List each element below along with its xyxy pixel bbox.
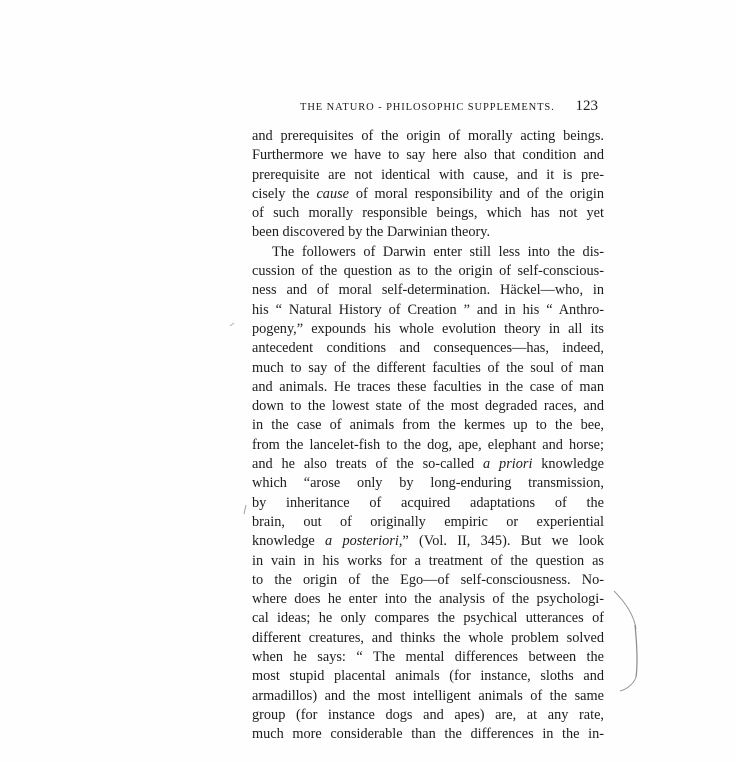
text-line: his “ Natural History of Creation ” and in his “ Anthro- bbox=[252, 301, 604, 318]
text-line: in vain in his works for a treatment of the question as bbox=[252, 552, 604, 569]
text-line: brain, out of originally empiric or experiential bbox=[252, 513, 604, 530]
text-line: antecedent conditions and consequences—has, indeed, bbox=[252, 340, 604, 357]
text-line: The followers of Darwin enter still less into the dis- bbox=[272, 243, 604, 260]
text-line: cussion of the question as to the origin of self-conscious- bbox=[252, 263, 604, 280]
text-line: from the lancelet-fish to the dog, ape, elephant and horse; bbox=[252, 436, 604, 453]
text-line: much more considerable than the differences in the in- bbox=[252, 726, 604, 743]
text-line: ness and of moral self-determination. Häckel—who, in bbox=[252, 282, 604, 299]
text-line bbox=[252, 532, 604, 551]
text-line: down to the lowest state of the most degraded races, and bbox=[252, 398, 604, 415]
text-line: Furthermore we have to say here also that condition and bbox=[252, 147, 604, 164]
text-line: group (for instance dogs and apes) are, at any rate, bbox=[252, 706, 604, 723]
text-line: different creatures, and thinks the whole problem solved bbox=[252, 629, 604, 646]
margin-tick-mark bbox=[240, 503, 250, 517]
body-text bbox=[252, 127, 604, 745]
italic-term: cause bbox=[316, 185, 350, 202]
italic-term: a posteriori, bbox=[325, 533, 403, 550]
text-line: pogeny,” expounds his whole evolution theory in all its bbox=[252, 320, 604, 337]
text-line: cal ideas; he only compares the psychical utterances of bbox=[252, 610, 604, 627]
text-line: by inheritance of acquired adaptations of the bbox=[252, 494, 604, 511]
page-number: 123 bbox=[575, 98, 598, 114]
margin-dot-mark bbox=[228, 320, 238, 330]
text-line bbox=[252, 185, 604, 204]
text-segment: knowledge bbox=[252, 533, 326, 550]
text-line: when he says: “ The mental differences between the bbox=[252, 649, 604, 666]
text-line: and animals. He traces these faculties in the case of man bbox=[252, 378, 604, 395]
italic-term: a priori bbox=[483, 456, 533, 473]
margin-bracket-mark bbox=[600, 585, 650, 695]
text-line: where does he enter into the analysis of the psychologi- bbox=[252, 591, 604, 608]
text-line: prerequisite are not identical with cause, and it is pre- bbox=[252, 166, 604, 183]
text-line: and prerequisites of the origin of morally acting beings. bbox=[252, 128, 604, 144]
text-segment: of moral responsibility and of the origin bbox=[349, 185, 604, 202]
text-segment: cisely the bbox=[252, 185, 317, 202]
text-line: much to say of the different faculties of the soul of man bbox=[252, 359, 604, 376]
text-line bbox=[252, 455, 604, 474]
text-line: armadillos) and the most intelligent animals of the same bbox=[252, 687, 604, 704]
text-line: to the origin of the Ego—of self-consciousness. No- bbox=[252, 571, 604, 588]
text-line: of such morally responsible beings, which has not yet bbox=[252, 205, 604, 222]
text-segment: ” (Vol. II, 345). But we look bbox=[402, 533, 604, 550]
running-head: THE NATURO - PHILOSOPHIC SUPPLEMENTS. bbox=[300, 102, 555, 113]
text-line: been discovered by the Darwinian theory. bbox=[252, 224, 491, 241]
page-header bbox=[252, 98, 604, 118]
text-segment: and he also treats of the so-called bbox=[252, 456, 484, 473]
text-segment: knowledge bbox=[532, 456, 604, 473]
text-line: in the case of animals from the kermes up to the bee, bbox=[252, 417, 604, 434]
text-line: which “arose only by long-enduring transmission, bbox=[252, 475, 604, 492]
text-line: most stupid placental animals (for instance, sloths and bbox=[252, 668, 604, 685]
